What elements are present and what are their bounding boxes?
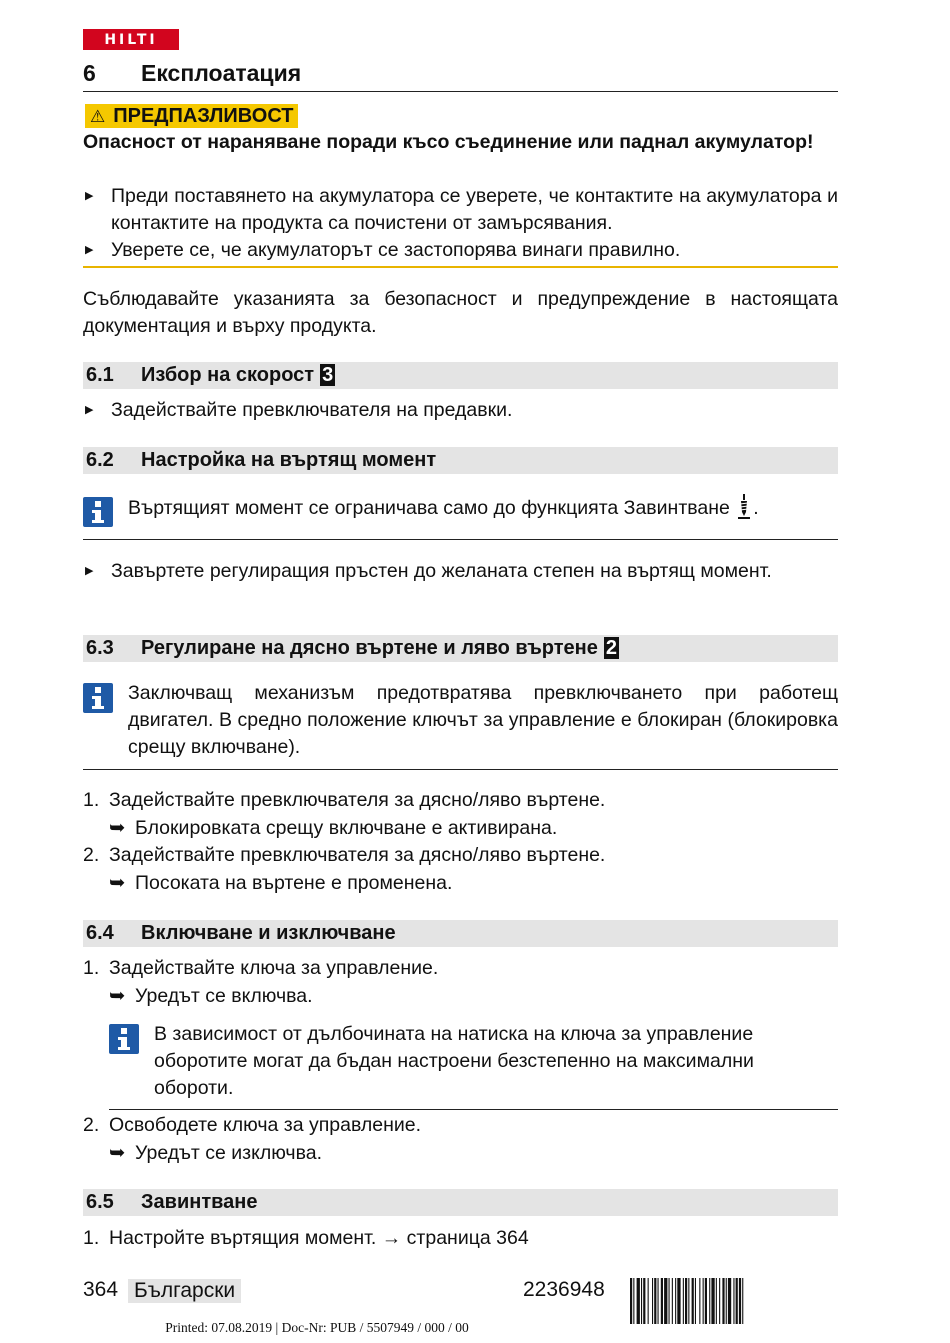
step-text: Задействайте превключвателя за дясно/ляво въртене. [109,789,606,811]
info-rule [109,1109,838,1110]
bullet-marker-icon: ▶ [85,190,94,202]
info-text-end: . [753,497,759,519]
caution-label [85,104,298,128]
language-label: Български [128,1279,241,1303]
chapter-number: 6 [83,60,96,86]
step-result [109,815,838,842]
info-text: Заключващ механизъм предотвратява превключването при работещ двигател. В средно положение ключът за управление е блокиран (блокировка срещу включване). [128,682,838,758]
section-6-3-info-note [83,680,838,761]
section-number: 6.4 [86,922,114,944]
chapter-rule [83,91,838,92]
info-icon [83,683,113,713]
barcode [630,1278,838,1324]
result-arrow-icon: ➥ [109,1142,126,1164]
section-6-2-heading [83,447,838,474]
section-6-2-info-note [83,494,838,527]
step-number: 1. [83,957,100,979]
chapter-title-text: Експлоатация [141,60,302,86]
intro-paragraph: Съблюдавайте указанията за безопасност и предупреждение в настоящата документация и върху продукта. [83,288,838,337]
figure-reference: 3 [322,364,334,386]
result-text: Уредът се изключва. [135,1142,322,1164]
info-icon [109,1024,139,1054]
document-number: 2236948 [523,1278,605,1301]
step-result [109,1140,838,1167]
step-item [83,842,838,869]
step-number: 2. [83,844,100,866]
section-number: 6.2 [86,449,114,471]
section-number: 6.5 [86,1191,114,1213]
section-title-text: Избор на скорост [141,364,315,386]
info-text [128,494,838,527]
hilti-logo [83,29,179,50]
result-arrow-icon: ➥ [109,872,126,894]
bullet-marker-icon: ▶ [85,244,94,256]
section-6-4-heading [83,920,838,947]
caution-bullet-1-text: Преди поставянето на акумулатора се уверете, че контактите на акумулатора и контактите на продукта са почистени от замърсявания. [111,185,838,234]
section-title-text: Завинтване [141,1191,258,1213]
screwdriving-icon [737,494,751,520]
bullet-marker-icon: ▶ [85,565,94,577]
result-arrow-icon: ➥ [109,817,126,839]
section-title [141,635,619,662]
warning-triangle-icon: ⚠ [90,106,106,126]
printed-info: Printed: 07.08.2019 | Doc-Nr: PUB / 5507949 / 000 / 00 [165,1320,469,1335]
section-title-text: Регулиране на дясно въртене и ляво въртене [141,637,598,659]
step-text: Задействайте превключвателя за дясно/ляво въртене. [109,844,606,866]
section-number: 6.3 [86,637,114,659]
step-number: 1. [83,1227,100,1249]
step-number: 2. [83,1114,100,1136]
section-6-1-bullet [83,397,838,424]
info-text: В зависимост от дълбочината на натиска на ключа за управление оборотите могат да бъдан настроени безстепенно на максимални обороти. [154,1023,754,1099]
section-6-5-heading [83,1189,838,1216]
info-rule [83,769,838,770]
bullet-marker-icon: ▶ [85,404,94,416]
step-text[interactable]: Настройте въртящия момент. → страница 364 [109,1227,529,1249]
result-text: Уредът се включва. [135,985,313,1007]
info-text-main: Въртящият момент се ограничава само до функцията Завинтване [128,497,730,519]
chapter-title [83,60,301,87]
info-icon [83,497,113,527]
step-item [83,787,838,814]
caution-heading: Опасност от нараняване поради късо съединение или паднал акумулатор! [83,131,814,153]
step-item [83,1225,838,1252]
section-title [141,362,335,389]
section-6-3-heading [83,635,838,662]
caution-bullet-2 [83,237,838,264]
step-item [83,955,838,982]
step-text: Задействайте ключа за управление. [109,957,439,979]
section-title-text: Настройка на въртящ момент [141,449,437,471]
step-number: 1. [83,789,100,811]
caution-bullet-1 [83,183,838,237]
result-text: Посоката на въртене е променена. [135,872,453,894]
caution-rule [83,266,838,268]
section-6-1-bullet-text: Задействайте превключвателя на предавки. [111,399,513,421]
section-6-2-bullet-text: Завъртете регулиращия пръстен до желаната степен на въртящ момент. [111,560,772,582]
result-arrow-icon: ➥ [109,985,126,1007]
section-number: 6.1 [86,364,114,386]
section-6-4-info-note [109,1021,838,1102]
step-text: Освободете ключа за управление. [109,1114,422,1136]
result-text: Блокировката срещу включване е активирана. [135,817,558,839]
section-title-text: Включване и изключване [141,922,396,944]
page-number: 364 [83,1278,119,1301]
caution-label-text: ПРЕДПАЗЛИВОСТ [113,104,294,127]
caution-bullet-2-text: Уверете се, че акумулаторът се застопорява винаги правилно. [111,239,681,261]
section-6-1-heading [83,362,838,389]
step-item [83,1112,838,1139]
step-result [109,983,838,1010]
figure-reference: 2 [605,637,617,659]
logo-text: HILTI [104,31,158,48]
section-6-2-bullet [83,558,838,585]
step-result [109,870,838,897]
info-rule [83,539,838,540]
